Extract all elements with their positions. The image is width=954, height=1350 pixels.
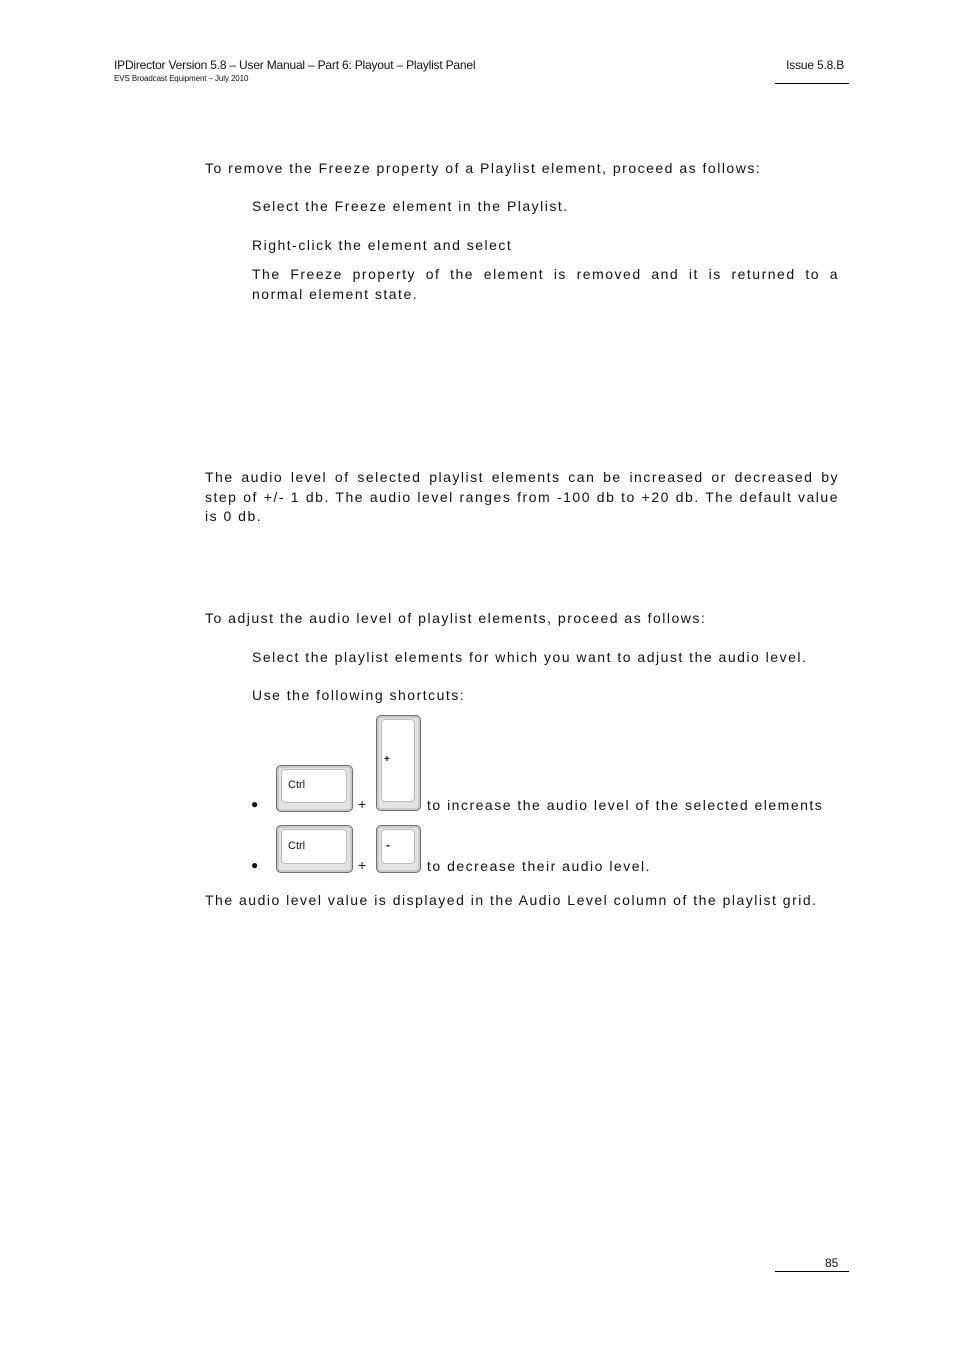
- bullet-decrease: ●: [251, 858, 259, 872]
- audio-step-shortcuts: Use the following shortcuts:: [252, 687, 466, 703]
- ctrl-key-label: Ctrl: [288, 840, 306, 852]
- audio-intro: To adjust the audio level of playlist elements, proceed as follows:: [205, 610, 707, 626]
- page-number: 85: [825, 1256, 839, 1270]
- header-subtitle: EVS Broadcast Equipment – July 2010: [114, 74, 249, 83]
- plus-key-icon: [376, 715, 421, 811]
- footer-rule: [775, 1271, 849, 1272]
- ctrl-key-label: Ctrl: [288, 779, 306, 791]
- shortcut-increase-description: to increase the audio level of the selected elements: [427, 797, 824, 813]
- minus-key-label: -: [386, 838, 390, 852]
- shortcut-separator-decrease: +: [358, 857, 367, 873]
- plus-key-label: +: [384, 754, 390, 765]
- bullet-increase: ●: [251, 797, 259, 811]
- ctrl-key-icon: [276, 825, 353, 873]
- audio-level-note: The audio level value is displayed in the Audio Level column of the playlist grid.: [205, 892, 818, 908]
- ctrl-key-icon: [276, 765, 353, 812]
- audio-description: The audio level of selected playlist elements can be increased or decreased by step of +/- 1 db. The audio level ranges from -100 db to +20 db. The default value is 0 db.: [205, 469, 839, 524]
- freeze-intro: To remove the Freeze property of a Playlist element, proceed as follows:: [205, 160, 762, 176]
- header-title: IPDirector Version 5.8 – User Manual – Part 6: Playout – Playlist Panel: [114, 58, 476, 72]
- freeze-step-right-click: Right-click the element and select: [252, 237, 513, 253]
- shortcut-decrease-description: to decrease their audio level.: [427, 858, 651, 874]
- audio-step-select: Select the playlist elements for which you want to adjust the audio level.: [252, 649, 808, 665]
- freeze-result: The Freeze property of the element is removed and it is returned to a normal element state.: [252, 266, 839, 302]
- header-issue: Issue 5.8.B: [786, 58, 844, 72]
- freeze-step-select: Select the Freeze element in the Playlist.: [252, 198, 569, 214]
- minus-key-icon: [376, 825, 421, 873]
- shortcut-separator-increase: +: [358, 796, 367, 812]
- header-rule: [775, 83, 849, 84]
